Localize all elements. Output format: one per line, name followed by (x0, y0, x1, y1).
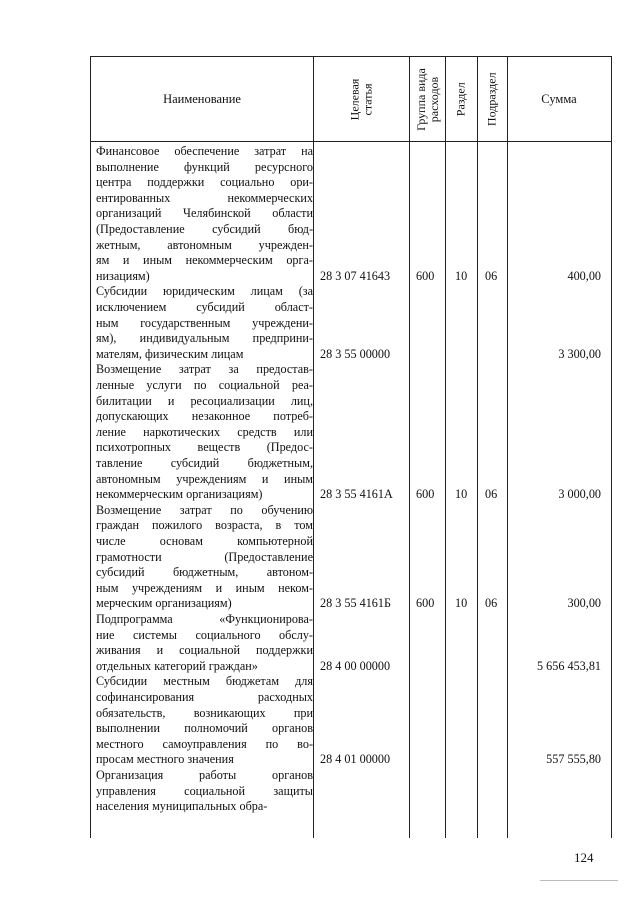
row-code: 28 3 55 00000 (320, 346, 391, 361)
row-section: 10 (455, 487, 468, 502)
row-name-line: граждан пожилого возраста, в том (96, 518, 313, 533)
row-name (96, 674, 313, 768)
row-name (96, 284, 313, 362)
row-group: 600 (416, 487, 435, 502)
row-name-line: выполнение функций ресурсного (96, 159, 313, 174)
row-name-line: организаций Челябинской области (96, 206, 313, 221)
row-code: 28 3 55 4161Б (320, 596, 391, 611)
row-name-line: отдельных категорий граждан» (96, 658, 258, 673)
row-name-line: (Предоставление субсидий бюд- (96, 221, 313, 236)
row-subsection: 06 (485, 596, 498, 611)
header-sum: Сумма (541, 92, 577, 106)
row-name-line: мерческим организациям) (96, 596, 232, 611)
row-name-line: обязательств, возникающих при (96, 705, 313, 720)
row-name-line: исключением субсидий област- (96, 299, 313, 314)
row-sum: 5 656 453,81 (537, 658, 601, 673)
row-name (96, 362, 313, 502)
row-name-line: ям и иным некоммерческим орга- (96, 253, 313, 268)
header-section: Раздел (453, 82, 468, 116)
row-name-line: тавление субсидий бюджетным, (96, 455, 313, 470)
row-name-line: автономным учреждениям и иным (96, 471, 313, 486)
col-divider (313, 57, 314, 838)
budget-table (90, 56, 612, 838)
row-sum: 300,00 (567, 596, 601, 611)
row-subsection: 06 (485, 487, 498, 502)
row-group: 600 (416, 596, 435, 611)
row-name-line: софинансирования расходных (96, 689, 313, 704)
row-sum: 3 000,00 (558, 487, 601, 502)
header-code: Целевая статья (347, 78, 374, 120)
row-group: 600 (416, 268, 435, 283)
row-name-line: ям), индивидуальным предприни- (96, 331, 313, 346)
col-divider (445, 57, 446, 838)
row-section: 10 (455, 596, 468, 611)
row-sum: 557 555,80 (546, 752, 601, 767)
header-divider (91, 141, 611, 142)
row-name-line: местного самоуправления по во- (96, 736, 313, 751)
row-name-line: Организация работы органов (96, 768, 313, 782)
header-name: Наименование (163, 92, 241, 106)
row-name-line: Финансовое обеспечение затрат на (96, 144, 313, 158)
row-subsection: 06 (485, 268, 498, 283)
row-sum: 3 300,00 (558, 346, 601, 361)
row-code: 28 4 01 00000 (320, 752, 391, 767)
row-name-line: ление наркотических средств или (96, 424, 313, 439)
row-name-line: ным учреждениям и иным неком- (96, 580, 313, 595)
row-section: 10 (455, 268, 468, 283)
row-name-line: низациям) (96, 268, 150, 283)
page-number: 124 (574, 850, 594, 865)
row-code: 28 4 00 00000 (320, 658, 391, 673)
row-name (96, 503, 313, 612)
row-name-line: населения муниципальных обра- (96, 799, 268, 814)
header-subsection: Подраздел (484, 72, 499, 126)
row-name (96, 144, 313, 284)
header-group: Группа вида расходов (413, 67, 440, 131)
row-name (96, 612, 313, 674)
row-name-line: Возмещение затрат по обучению (96, 502, 313, 517)
row-name-line: билитации и ресоциализации лиц, (96, 393, 313, 408)
row-name-line: живания и социальной поддержки (96, 643, 313, 658)
row-name-line: Субсидии местным бюджетам для (96, 674, 313, 689)
row-name-line: числе основам компьютерной (96, 533, 313, 548)
row-name (96, 768, 313, 815)
row-name-line: допускающих незаконное потреб- (96, 409, 313, 424)
row-sum: 400,00 (567, 268, 601, 283)
row-name-line: ние системы социального обслу- (96, 627, 313, 642)
row-name-line: грамотности (Предоставление (96, 549, 313, 564)
col-divider (507, 57, 508, 838)
row-name-line: жетным, автономным учрежден- (96, 237, 313, 252)
col-divider (477, 57, 478, 838)
row-name-line: ентированных некоммерческих (96, 190, 313, 205)
col-divider (409, 57, 410, 838)
row-name-line: Субсидии юридическим лицам (за (96, 284, 313, 299)
row-name-line: Возмещение затрат за предостав- (96, 362, 313, 377)
row-code: 28 3 07 41643 (320, 268, 391, 283)
row-name-line: центра поддержки социально ори- (96, 175, 313, 190)
row-name-line: ленные услуги по социальной реа- (96, 377, 313, 392)
row-name-line: ным государственным учреждени- (96, 315, 313, 330)
row-name-line: Подпрограмма «Функционирова- (96, 612, 313, 626)
row-name-line: психотропных веществ (Предос- (96, 440, 313, 455)
row-code: 28 3 55 4161А (320, 487, 393, 502)
row-name-line: управления социальной защиты (96, 783, 313, 798)
row-name-line: мателям, физическим лицам (96, 346, 244, 361)
row-name-line: выполнении полномочий органов (96, 721, 313, 736)
footer-rule (540, 880, 618, 881)
row-name-line: субсидий бюджетным, автоном- (96, 565, 313, 580)
row-name-line: некоммерческим организациям) (96, 487, 263, 502)
row-name-line: просам местного значения (96, 752, 234, 767)
